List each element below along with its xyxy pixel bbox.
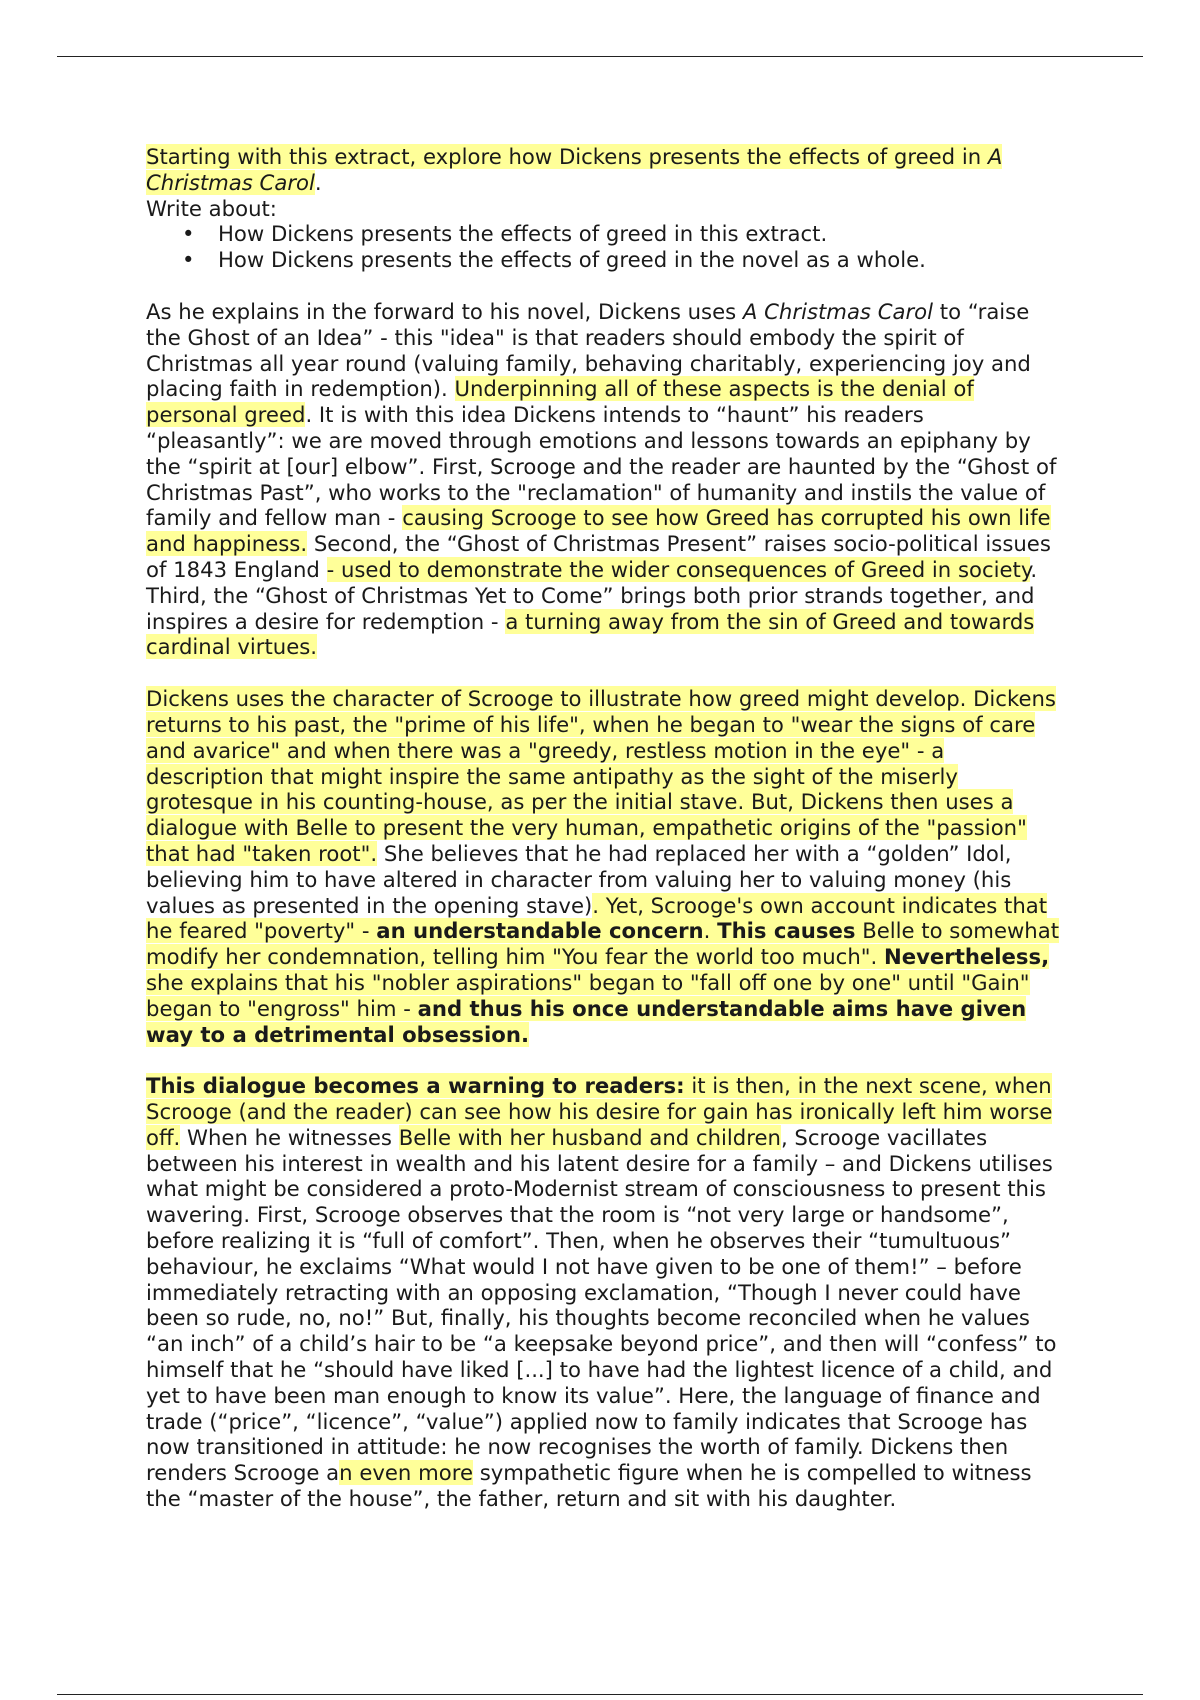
- list-item: • How Dickens presents the effects of greed in the novel as a whole.: [182, 247, 926, 273]
- essay-question: Starting with this extract, explore how Dickens presents the effects of greed in A Christmas Carol.: [146, 144, 1003, 195]
- bullet-icon: •: [182, 221, 195, 247]
- question-prompt: Starting with this extract, explore how Dickens presents the effects of greed in A Christmas Carol: [146, 144, 1003, 195]
- header-rule: [57, 56, 1143, 57]
- question-novel-title: A Christmas Carol: [146, 144, 1003, 195]
- write-about-label: Write about:: [146, 195, 277, 221]
- bullet-icon: •: [182, 247, 195, 273]
- question-bullet-list: [146, 221, 1066, 273]
- paragraph-warning: This dialogue becomes a warning to readers: it is then, in the next scene, when Scrooge (and the reader) can see how his desire for gain has ironically left him worse off. When he witnesses Belle with her husband and children, Scrooge vacillates between his interest in wealth and his latent desire for a family – and Dickens utilises what might be considered a proto-Modernist stream of consciousness to present this wavering. First, Scrooge observes that the room is “not very large or handsome”, before realizing it is “full of comfort”. Then, when he observes their “tumultuous” behaviour, he exclaims “What would I not have given to be one of them!” – before immediately retracting with an opposing exclamation, “Though I never could have been so rude, no, no!” But, finally, his thoughts become reconciled when he values “an inch” of a child’s hair to be “a keepsake beyond price”, and then will “confess” to himself that he “should have liked [...] to have had the lightest licence of a child, and yet to have been man enough to know its value”. Here, the language of finance and trade (“price”, “licence”, “value”) applied now to family indicates that Scrooge has now transitioned in attitude: he now recognises the worth of family. Dickens then renders Scrooge an even more sympathetic figure when he is compelled to witness the “master of the house”, the father, return and sit with his daughter.: [146, 1073, 1057, 1512]
- document-body: [146, 144, 1066, 1512]
- paragraph-introduction: As he explains in the forward to his novel, Dickens uses A Christmas Carol to “raise the Ghost of an Idea” - this "idea" is that readers should embody the spirit of Christmas all year round (valuing family, behaving charitably, experiencing joy and placing faith in redemption). Underpinning all of these aspects is the denial of personal greed. It is with this idea Dickens intends to “haunt” his readers “pleasantly”: we are moved through emotions and lessons towards an epiphany by the “spirit at [our] elbow”. First, Scrooge and the reader are haunted by the “Ghost of Christmas Past”, who works to the "reclamation" of humanity and instils the value of family and fellow man - causing Scrooge to see how Greed has corrupted his own life and happiness. Second, the “Ghost of Christmas Present” raises socio-political issues of 1843 England - used to demonstrate the wider consequences of Greed in society. Third, the “Ghost of Christmas Yet to Come” brings both prior strands together, and inspires a desire for redemption - a turning away from the sin of Greed and towards cardinal virtues.: [146, 298, 1057, 660]
- list-item: • How Dickens presents the effects of greed in this extract.: [182, 221, 828, 247]
- paragraph-scrooge-belle: Dickens uses the character of Scrooge to illustrate how greed might develop. Dickens returns to his past, the "prime of his life", when he began to "wear the signs of care and avarice" and when there was a "greedy, restless motion in the eye" - a description that might inspire the same antipathy as the sight of the miserly grotesque in his counting-house, as per the initial stave. But, Dickens then uses a dialogue with Belle to present the very human, empathetic origins of the "passion" that had "taken root". She believes that he had replaced her with a “golden” Idol, believing him to have altered in character from valuing her to valuing money (his values as presented in the opening stave). Yet, Scrooge's own account indicates that he feared "poverty" - an understandable concern. This causes Belle to somewhat modify her condemnation, telling him "You fear the world too much". Nevertheless, she explains that his "nobler aspirations" began to "fall off one by one" until "Gain" began to "engross" him - and thus his once understandable aims have given way to a detrimental obsession.: [146, 686, 1060, 1047]
- footer-rule: [57, 1694, 1143, 1695]
